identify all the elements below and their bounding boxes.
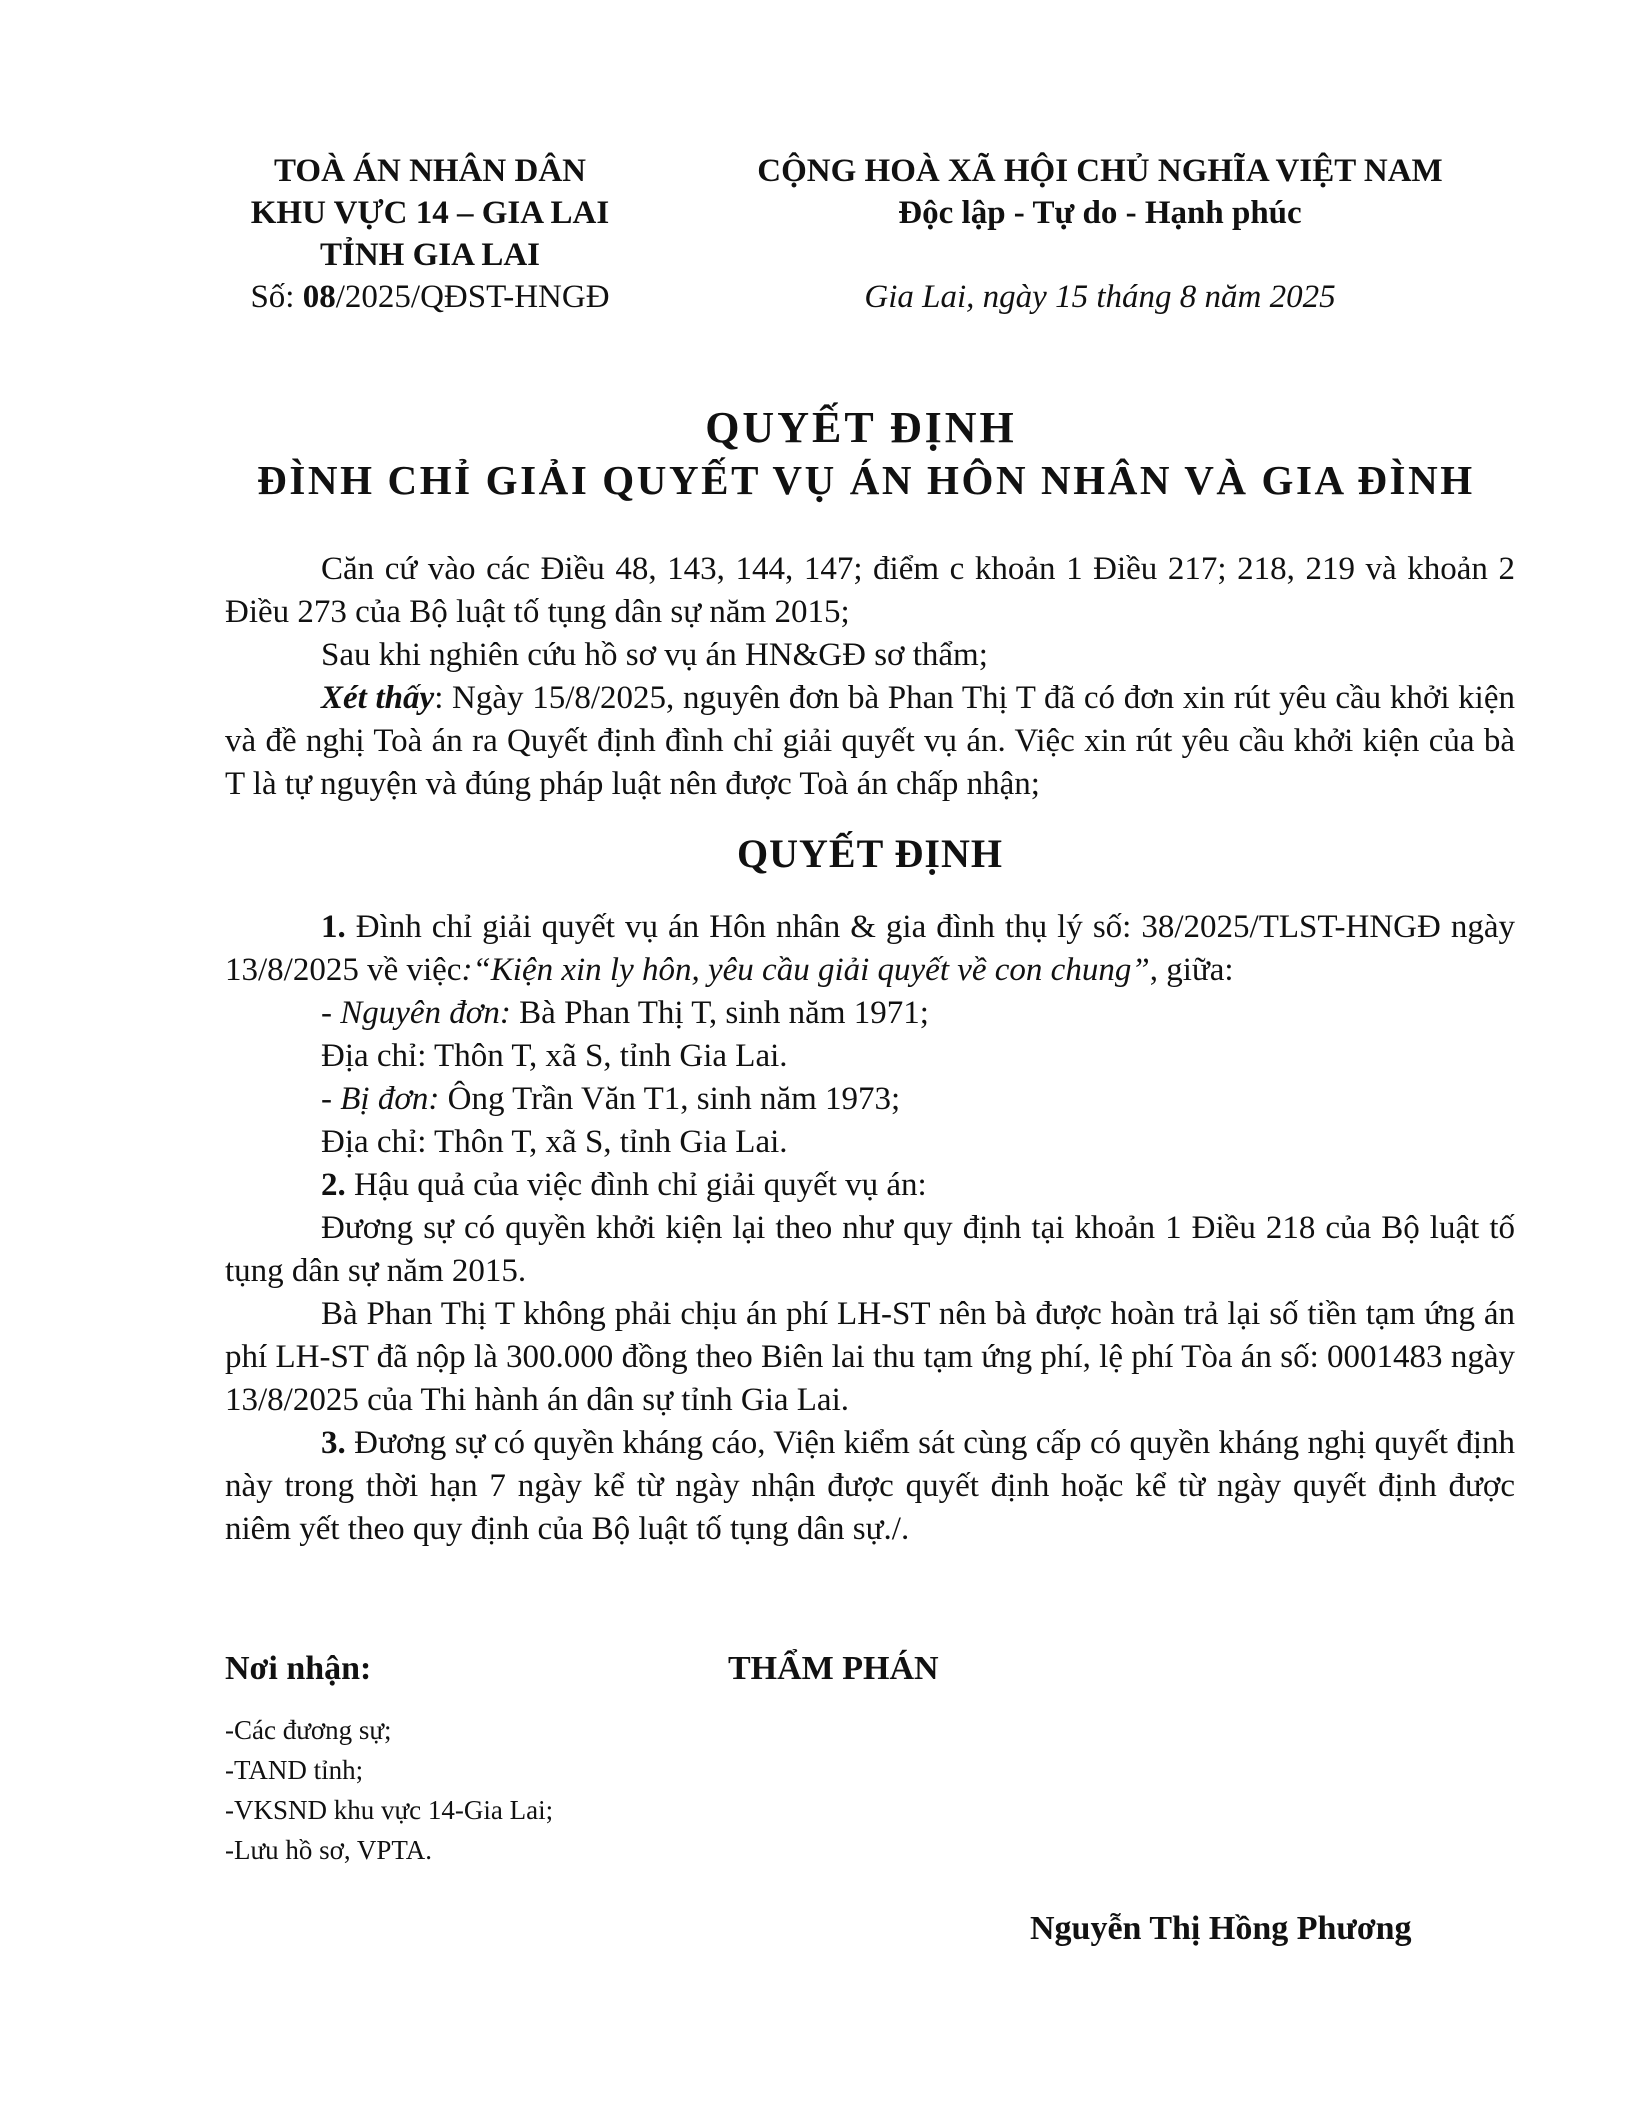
item-1-number: 1.: [321, 909, 346, 945]
recipients-list: [225, 1710, 553, 1870]
recipient-item: -Lưu hồ sơ, VPTA.: [225, 1835, 433, 1865]
decision-item-2: [225, 1164, 1515, 1207]
number-prefix: Số:: [250, 279, 303, 315]
decision-heading: QUYẾT ĐỊNH: [737, 831, 1003, 876]
item-3-number: 3.: [321, 1425, 346, 1461]
court-name-line1: TOÀ ÁN NHÂN DÂN: [274, 153, 586, 189]
decision-item-3: [225, 1422, 1515, 1551]
item-2-text: Hậu quả của việc đình chỉ giải quyết vụ án:: [345, 1167, 927, 1203]
issue-date: Gia Lai, ngày 15 tháng 8 năm 2025: [864, 279, 1336, 315]
recipient-item: -VKSND khu vực 14-Gia Lai;: [225, 1795, 554, 1825]
preamble-review: Sau khi nghiên cứu hồ sơ vụ án HN&GĐ sơ thẩm;: [321, 637, 988, 673]
plaintiff-text: Bà Phan Thị T, sinh năm 1971;: [510, 995, 929, 1031]
recipients-heading: Nơi nhận:: [225, 1650, 372, 1687]
plaintiff-address: Địa chỉ: Thôn T, xã S, tỉnh Gia Lai.: [321, 1038, 788, 1074]
item-2-paragraph-1: Đương sự có quyền khởi kiện lại theo như quy định tại khoản 1 Điều 218 của Bộ luật tố tụng dân sự năm 2015.: [225, 1210, 1515, 1289]
item-3-text: Đương sự có quyền kháng cáo, Viện kiểm sát cùng cấp có quyền kháng nghị quyết định này trong thời hạn 7 ngày kể từ ngày nhận được quyết định hoặc kể từ ngày quyết định được niêm yết theo quy định của Bộ luật tố tụng dân sự./.: [225, 1425, 1515, 1547]
judge-title: THẨM PHÁN: [728, 1650, 939, 1687]
item-2-paragraph-2: Bà Phan Thị T không phải chịu án phí LH-ST nên bà được hoàn trả lại số tiền tạm ứng án phí LH-ST đã nộp là 300.000 đồng theo Biên lai thu tạm ứng phí, lệ phí Tòa án số: 0001483 ngày 13/8/2025 của Thi hành án dân sự tỉnh Gia Lai.: [225, 1296, 1515, 1418]
recipient-item: -Các đương sự;: [225, 1715, 392, 1745]
country-name: CỘNG HOÀ XÃ HỘI CHỦ NGHĨA VIỆT NAM: [757, 153, 1443, 189]
document-body: [225, 548, 1515, 1551]
plaintiff-label: - Nguyên đơn:: [321, 995, 511, 1031]
preamble-legal-basis: Căn cứ vào các Điều 48, 143, 144, 147; điểm c khoản 1 Điều 217; 218, 219 và khoản 2 Điều 273 của Bộ luật tố tụng dân sự năm 2015;: [225, 551, 1515, 630]
national-motto: [720, 192, 1480, 234]
defendant-line: [225, 1078, 1515, 1121]
recipient-item: -TAND tỉnh;: [225, 1755, 364, 1785]
number-suffix: /2025/QĐST-HNGĐ: [335, 279, 610, 315]
decision-item-1: [225, 906, 1515, 992]
number-bold: 08: [302, 279, 336, 315]
document-subtitle: ĐÌNH CHỈ GIẢI QUYẾT VỤ ÁN HÔN NHÂN VÀ GIA ĐÌNH: [257, 457, 1475, 503]
judge-name: Nguyễn Thị Hồng Phương: [1030, 1910, 1412, 1947]
national-header: [720, 150, 1480, 234]
findings-label: Xét thấy: [321, 680, 435, 716]
item-2-number: 2.: [321, 1167, 346, 1203]
item-1-end: , giữa:: [1149, 952, 1234, 988]
defendant-address: Địa chỉ: Thôn T, xã S, tỉnh Gia Lai.: [321, 1124, 788, 1160]
document-title: QUYẾT ĐỊNH: [705, 403, 1017, 452]
defendant-label: - Bị đơn:: [321, 1081, 440, 1117]
court-name-line2: KHU VỰC 14 – GIA LAI: [250, 195, 610, 231]
findings-text: : Ngày 15/8/2025, nguyên đơn bà Phan Thị T đã có đơn xin rút yêu cầu khởi kiện và đề nghị Toà án ra Quyết định đình chỉ giải quyết vụ án. Việc xin rút yêu cầu khởi kiện của bà T là tự nguyện và đúng pháp luật nên được Toà án chấp nhận;: [225, 680, 1515, 802]
document-number: [200, 276, 660, 318]
item-1-text: Đình chỉ giải quyết vụ án Hôn nhân & gia đình thụ lý số: 38/2025/TLST-HNGĐ ngày 13/8/2025 về việc: [225, 909, 1515, 988]
plaintiff-line: [225, 992, 1515, 1035]
defendant-text: Ông Trần Văn T1, sinh năm 1973;: [439, 1081, 901, 1117]
motto-text: Độc lập - Tự do - Hạnh phúc: [898, 195, 1302, 231]
item-1-case: :“Kiện xin ly hôn, yêu cầu giải quyết về con chung”: [461, 952, 1150, 988]
court-name-line3: TỈNH GIA LAI: [319, 237, 541, 273]
court-header: [200, 150, 660, 318]
preamble-findings: [225, 677, 1515, 806]
